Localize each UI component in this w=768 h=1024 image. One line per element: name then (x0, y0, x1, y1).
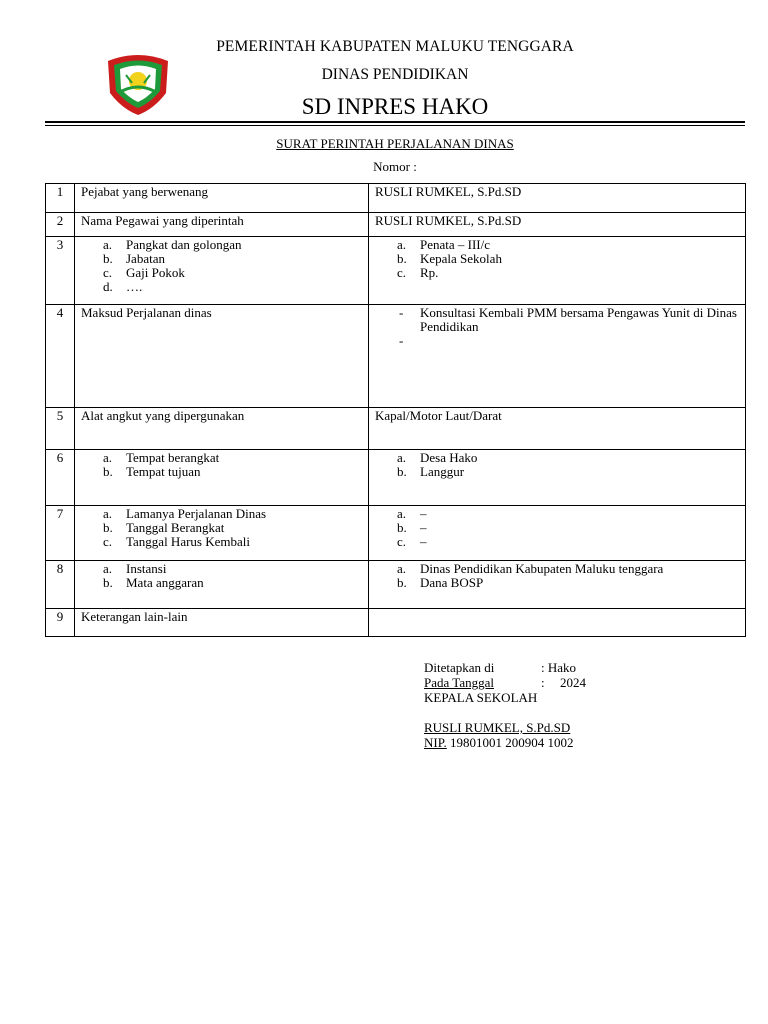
table-row (46, 561, 746, 609)
header-rule-thick (45, 121, 745, 123)
list-item: - Konsultasi Kembali PMM bersama Pengawas Yunit di Dinas Pendidikan (399, 305, 737, 334)
date-label: Pada Tanggal : 2024 (424, 675, 586, 690)
row-label (75, 450, 369, 506)
row-number: 2 (46, 213, 75, 237)
header-government: PEMERINTAH KABUPATEN MALUKU TENGGARA (216, 38, 574, 55)
list-item: a. Tempat berangkat (103, 450, 220, 465)
list-item: a. Instansi (103, 561, 167, 576)
row-label: Maksud Perjalanan dinas (75, 305, 369, 408)
row-label (75, 237, 369, 305)
row-number: 7 (46, 506, 75, 561)
row-value (369, 609, 746, 637)
list-item: c. – (397, 534, 427, 549)
list-item: a. Desa Hako (397, 450, 478, 465)
row-label (75, 561, 369, 609)
list-item: b. Kepala Sekolah (397, 251, 502, 266)
row-value (369, 506, 746, 561)
list-item: b. Langgur (397, 464, 465, 479)
header-school: SD INPRES HAKO (301, 94, 489, 119)
table-row (46, 450, 746, 506)
row-value: RUSLI RUMKEL, S.Pd.SD (369, 184, 746, 213)
row-label (75, 506, 369, 561)
table-row (46, 237, 746, 305)
nip-line (424, 735, 588, 750)
row-value: Kapal/Motor Laut/Darat (369, 408, 746, 450)
spacer (424, 705, 588, 720)
list-item: a. Pangkat dan golongan (103, 237, 242, 252)
place-value: : Hako (541, 660, 577, 675)
table-row (46, 408, 746, 450)
place-line (424, 660, 588, 675)
header-office: DINAS PENDIDIKAN (321, 66, 469, 83)
row-number: 5 (46, 408, 75, 450)
document-title: SURAT PERINTAH PERJALANAN DINAS (276, 136, 514, 151)
list-item: b. Jabatan (103, 251, 165, 266)
row-number: 8 (46, 561, 75, 609)
nip-label: NIP. (424, 735, 447, 750)
nip-value: 19801001 200904 1002 (450, 735, 574, 750)
header-rule-thin (45, 125, 745, 126)
signatory-role: KEPALA SEKOLAH (424, 690, 538, 705)
row-number: 6 (46, 450, 75, 506)
table-row (46, 184, 746, 213)
list-item: c. Tanggal Harus Kembali (103, 534, 250, 549)
place-label: Ditetapkan di (424, 660, 495, 675)
list-item: b. Mata anggaran (103, 575, 204, 590)
row-value (369, 561, 746, 609)
row-label: Keterangan lain-lain (75, 609, 369, 637)
row-value (369, 305, 746, 408)
date-line (424, 675, 588, 690)
row-label: Pejabat yang berwenang (75, 184, 369, 213)
signatory-name: RUSLI RUMKEL, S.Pd.SD (424, 720, 571, 735)
row-number: 1 (46, 184, 75, 213)
list-item: a. Dinas Pendidikan Kabupaten Maluku tenggara (397, 561, 664, 576)
list-item: - (399, 333, 404, 348)
document-number: Nomor : (373, 159, 417, 174)
row-value (369, 237, 746, 305)
list-item: c. Rp. (397, 265, 439, 280)
row-label: Nama Pegawai yang diperintah (75, 213, 369, 237)
list-item: b. Tanggal Berangkat (103, 520, 225, 535)
row-label: Alat angkut yang dipergunakan (75, 408, 369, 450)
row-value (369, 450, 746, 506)
list-item: b. Dana BOSP (397, 575, 484, 590)
row-value: RUSLI RUMKEL, S.Pd.SD (369, 213, 746, 237)
list-item: d. …. (103, 279, 143, 294)
table-row (46, 213, 746, 237)
list-item: a. Penata – III/c (397, 237, 491, 252)
list-item: a. – (397, 506, 427, 521)
row-number: 3 (46, 237, 75, 305)
table-row (46, 305, 746, 408)
list-item: b. Tempat tujuan (103, 464, 201, 479)
table-row (46, 506, 746, 561)
travel-order-table (45, 183, 746, 637)
signature-block (424, 660, 588, 750)
row-number: 4 (46, 305, 75, 408)
list-item: a. Lamanya Perjalanan Dinas (103, 506, 267, 521)
row-number: 9 (46, 609, 75, 637)
table-row (46, 609, 746, 637)
list-item: c. Gaji Pokok (103, 265, 185, 280)
list-item: b. – (397, 520, 427, 535)
